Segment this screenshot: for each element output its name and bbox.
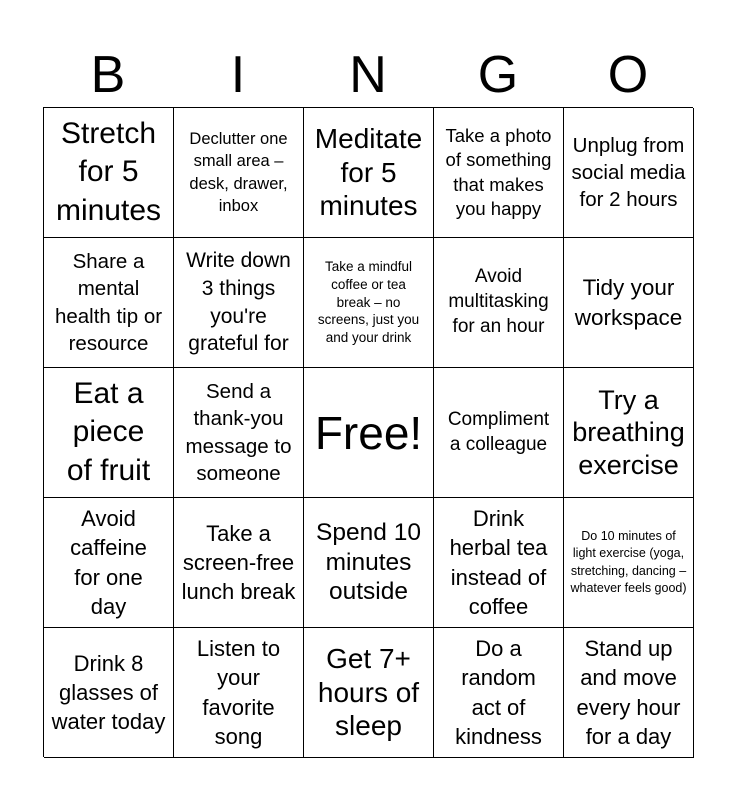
bingo-cell-r3-c5[interactable] xyxy=(564,368,694,498)
bingo-cell-r2-c3[interactable] xyxy=(304,238,434,368)
bingo-cell-r2-c2[interactable] xyxy=(174,238,304,368)
bingo-board xyxy=(43,107,693,757)
bingo-cell-r3-c4[interactable] xyxy=(434,368,564,498)
header-letter-g: G xyxy=(477,46,519,104)
cell-text: Take a mindful coffee or tea break – no screens, just you and your drink xyxy=(317,258,420,346)
cell-text: Stretch for 5 minutes xyxy=(55,116,162,227)
cell-text: Compliment a colleague xyxy=(447,408,550,455)
cell-text: Avoid multitasking for an hour xyxy=(448,266,549,337)
bingo-cell-r5-c1[interactable] xyxy=(44,628,174,758)
bingo-cell-r1-c1[interactable] xyxy=(44,108,174,238)
bingo-cell-r4-c4[interactable] xyxy=(434,498,564,628)
cell-text: Declutter one small area – desk, drawer, inbox xyxy=(189,130,288,215)
bingo-cell-r1-c3[interactable] xyxy=(304,108,434,238)
cell-text: Meditate for 5 minutes xyxy=(314,123,423,222)
bingo-cell-r5-c2[interactable] xyxy=(174,628,304,758)
bingo-cell-r2-c4[interactable] xyxy=(434,238,564,368)
bingo-cell-r2-c5[interactable] xyxy=(564,238,694,368)
bingo-cell-r4-c1[interactable] xyxy=(44,498,174,628)
cell-text: Take a photo of something that makes you happy xyxy=(445,125,552,219)
header-letter-o: O xyxy=(607,46,649,104)
bingo-cell-r3-c3[interactable] xyxy=(304,368,434,498)
cell-text: Stand up and move every hour for a day xyxy=(576,636,681,749)
free-space: Free! xyxy=(314,406,423,459)
header-letter-b: B xyxy=(90,46,126,104)
bingo-cell-r2-c1[interactable] xyxy=(44,238,174,368)
bingo-cell-r4-c2[interactable] xyxy=(174,498,304,628)
bingo-cell-r1-c4[interactable] xyxy=(434,108,564,238)
cell-text: Eat a piece of fruit xyxy=(66,376,151,487)
bingo-cell-r5-c4[interactable] xyxy=(434,628,564,758)
bingo-cell-r3-c2[interactable] xyxy=(174,368,304,498)
bingo-cell-r4-c5[interactable] xyxy=(564,498,694,628)
bingo-header xyxy=(43,44,693,106)
cell-text: Drink herbal tea instead of coffee xyxy=(449,506,548,619)
cell-text: Send a thank-you message to someone xyxy=(185,380,292,485)
cell-text: Take a screen-free lunch break xyxy=(181,520,296,605)
header-letter-n: N xyxy=(349,46,387,104)
bingo-cell-r1-c2[interactable] xyxy=(174,108,304,238)
cell-text: Listen to your favorite song xyxy=(196,636,281,749)
cell-text: Unplug from social media for 2 hours xyxy=(571,133,686,212)
cell-text: Do 10 minutes of light exercise (yoga, stretching, dancing – whatever feels good) xyxy=(570,528,687,595)
header-letter-i: I xyxy=(230,46,246,104)
cell-text: Avoid caffeine for one day xyxy=(70,506,147,619)
cell-text: Get 7+ hours of sleep xyxy=(317,643,420,742)
cell-text: Write down 3 things you're grateful for xyxy=(186,248,291,356)
cell-text: Share a mental health tip or resource xyxy=(54,250,163,355)
bingo-cell-r3-c1[interactable] xyxy=(44,368,174,498)
bingo-cell-r5-c3[interactable] xyxy=(304,628,434,758)
bingo-cell-r5-c5[interactable] xyxy=(564,628,694,758)
cell-text: Tidy your workspace xyxy=(574,274,683,330)
bingo-cell-r4-c3[interactable] xyxy=(304,498,434,628)
cell-text: Spend 10 minutes outside xyxy=(316,519,421,606)
cell-text: Drink 8 glasses of water today xyxy=(51,650,166,735)
cell-text: Try a breathing exercise xyxy=(572,384,685,480)
cell-text: Do a random act of kindness xyxy=(455,636,542,749)
bingo-cell-r1-c5[interactable] xyxy=(564,108,694,238)
